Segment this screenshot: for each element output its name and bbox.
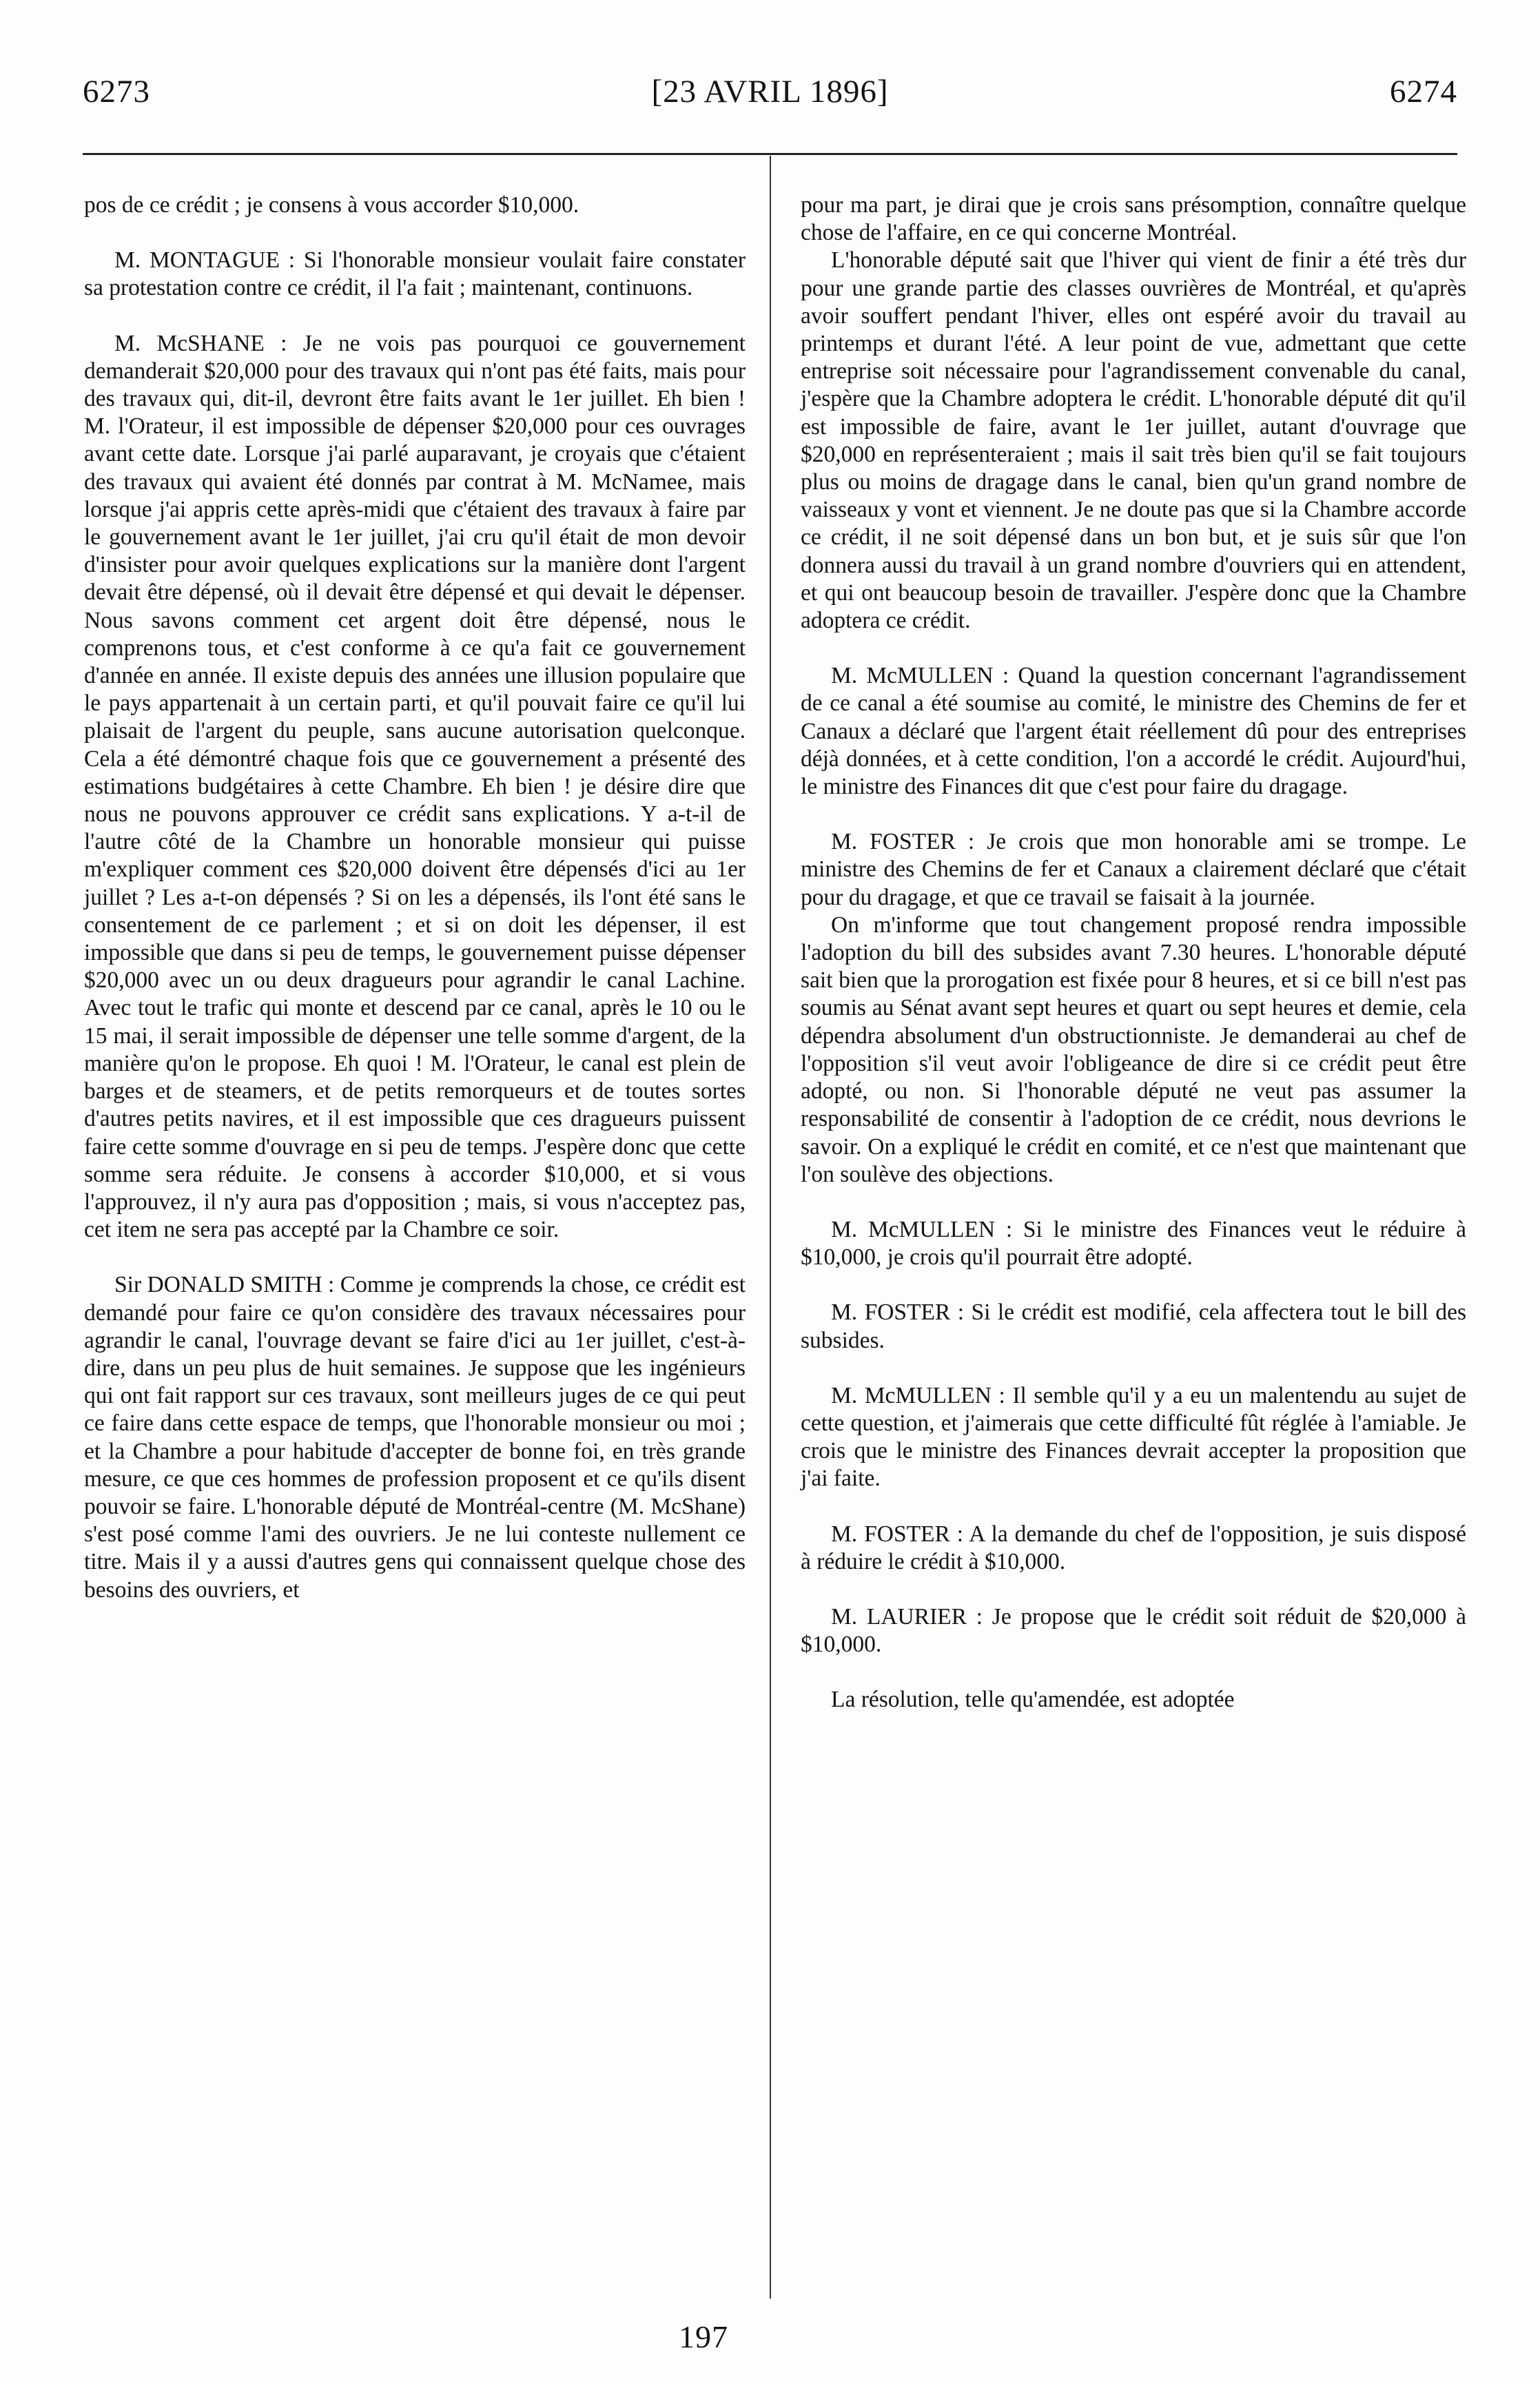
paragraph: M. McMULLEN : Quand la question concernant l'agrandissement de ce canal a été soumise au comité, le ministre des Chemins de fer et Canaux a déclaré que l'argent était réellement dû pour des entreprises déjà données, et à cette condition, l'on a accordé le crédit. Aujourd'hui, le ministre des Finances dit que c'est pour faire du dragage. [801,663,1466,800]
paragraph: M. McMULLEN : Il semble qu'il y a eu un malentendu au sujet de cette question, et j'aimerais que cette difficulté fût réglée à l'amiable. Je crois que le ministre des Finances devrait accepter la proposition que j'ai faite. [801,1382,1466,1492]
paragraph: La résolution, telle qu'amendée, est adoptée [831,1687,1235,1713]
page-header [83,66,1457,114]
paragraph: Sir DONALD SMITH : Comme je comprends la chose, ce crédit est demandé pour faire ce qu'on considère des travaux nécessaires pour agrandir le canal, l'ouvrage devant se faire d'ici au 1er juillet, c'est-à-dire, dans un peu plus de huit semaines. Je suppose que les ingénieurs qui ont fait rapport sur ces travaux, sont meilleurs juges de ce qui peut ce faire dans cette espace de temps, que l'honorable monsieur ou moi ; et la Chambre a pour habitude d'accepter de bonne foi, en très grande mesure, ce que ces hommes de profession proposent et ce qu'ils disent pouvoir se faire. L'honorable député de Montréal-centre (M. McShane) s'est posé comme l'ami des ouvriers. Je ne lui conteste nullement ce titre. Mais il y a aussi d'autres gens qui connaissent quelque chose des besoins des ouvriers, et [84,1272,746,1603]
page-number-left: 6273 [83,74,150,110]
left-column [84,192,746,1604]
paragraph: M. MONTAGUE : Si l'honorable monsieur voulait faire constater sa protestation contre ce crédit, il l'a fait ; maintenant, continuons. [84,247,746,301]
paragraph: On m'informe que tout changement proposé rendra impossible l'adoption du bill des subsides avant 7.30 heures. L'honorable député sait bien que la prorogation est fixée pour 8 heures, et si ce bill n'est pas soumis au Sénat avant sept heures et quart ou sept heures et demie, cela dépendra absolument d'un obstructionniste. Je demanderai au chef de l'opposition s'il veut avoir l'obligeance de dire si ce crédit peut être adopté, ou non. Si l'honorable député ne veut pas assumer la responsabilité de consentir à l'adoption de ce crédit, nous devrions le savoir. On a expliqué le crédit en comité, et ce n'est que maintenant que l'on soulève des objections. [801,912,1466,1187]
paragraph: pos de ce crédit ; je consens à vous accorder $10,000. [84,192,579,218]
paragraph: M. McMULLEN : Si le ministre des Finances veut le réduire à $10,000, je crois qu'il pourrait être adopté. [801,1216,1466,1271]
paragraph: M. FOSTER : Si le crédit est modifié, cela affectera tout le bill des subsides. [801,1299,1466,1353]
column-divider [770,156,771,2299]
paragraph: M. LAURIER : Je propose que le crédit soit réduit de $20,000 à $10,000. [801,1603,1466,1658]
header-date: [23 AVRIL 1896] [651,74,889,110]
paragraph: M. FOSTER : A la demande du chef de l'opposition, je suis disposé à réduire le crédit à $10,000. [801,1521,1466,1574]
paragraph: pour ma part, je dirai que je crois sans présomption, connaître quelque chose de l'affaire, en ce qui concerne Montréal. [801,192,1466,246]
right-column [801,192,1466,1714]
signature-mark: 197 [679,2319,728,2354]
page-number-right: 6274 [1390,74,1457,110]
paragraph: M. FOSTER : Je crois que mon honorable ami se trompe. Le ministre des Chemins de fer et Canaux a clairement déclaré que c'était pour du dragage, et que ce travail se faisait à la journée. [801,829,1466,910]
header-rule [83,153,1457,155]
paragraph: L'honorable député sait que l'hiver qui vient de finir a été très dur pour une grande partie des classes ouvrières de Montréal, et qu'après avoir souffert pendant l'hiver, elles ont espéré avoir du travail au printemps et durant l'été. A leur point de vue, admettant que cette entreprise soit nécessaire pour l'agrandissement convenable du canal, j'espère que la Chambre adoptera le crédit. L'honorable député dit qu'il est impossible de faire, avant le 1er juillet, autant d'ouvrage que $20,000 en représenteraient ; mais il sait très bien qu'il se fait toujours plus ou moins de dragage dans le canal, bien qu'un grand nombre de vaisseaux y vont et viennent. Je ne doute pas que si la Chambre accorde ce crédit, il ne soit dépensé dans un bon but, et je suis sûr que l'on donnera aussi du travail à un grand nombre d'ouvriers qui en attendent, et qui ont beaucoup besoin de travailler. J'espère donc que la Chambre adoptera ce crédit. [801,247,1466,634]
paragraph: M. McSHANE : Je ne vois pas pourquoi ce gouvernement demanderait $20,000 pour des travaux qui n'ont pas été faits, mais pour des travaux qui, dit-il, devront être faits avant le 1er juillet. Eh bien ! M. l'Orateur, il est impossible de dépenser $20,000 pour ces ouvrages avant cette date. Lorsque j'ai parlé auparavant, je croyais que c'étaient des travaux qui avaient été donnés par contrat à M. McNamee, mais lorsque j'ai appris cette après-midi que c'étaient des travaux à faire par le gouvernement avant le 1er juillet, j'ai cru qu'il était de mon devoir d'insister pour avoir quelques explications sur la manière dont l'argent devait être dépensé, où il devait être dépensé et qui devait le dépenser. Nous savons comment cet argent doit être dépensé, nous le comprenons tous, et c'est conforme à ce qu'a fait ce gouvernement d'année en année. Il existe depuis des années une illusion populaire que le pays appartenait à un certain parti, et qu'il pouvait faire ce qu'il lui plaisait de l'argent du peuple, sans aucune autorisation quelconque. Cela a été démontré chaque fois que ce gouvernement a présenté des estimations budgétaires à cette Chambre. Eh bien ! je désire dire que nous ne pouvons approuver ce crédit sans explications. Y a-t-il de l'autre côté de la Chambre un honorable monsieur qui puisse m'expliquer comment ces $20,000 doivent être dépensés d'ici au 1er juillet ? Les a-t-on dépensés ? Si on les a dépensés, ils l'ont été sans le consentement de ce parlement ; et si on doit les dépenser, il est impossible que dans si peu de temps, le gouvernement puisse dépenser $20,000 avec un ou deux dragueurs pour agrandir le canal Lachine. Avec tout le trafic qui monte et descend par ce canal, après le 10 ou le 15 mai, il serait impossible de dépenser une telle somme d'argent, de la manière qu'on le propose. Eh quoi ! M. l'Orateur, le canal est plein de barges et de steamers, et de petits remorqueurs et de toutes sortes d'autres petits navires, et il est impossible que ces dragueurs puissent faire cette somme d'ouvrage en si peu de temps. J'espère donc que cette somme sera réduite. Je consens à accorder $10,000, et si vous l'approuvez, il n'y aura pas d'opposition ; mais, si vous n'acceptez pas, cet item ne sera pas accepté par la Chambre ce soir. [84,330,746,1243]
